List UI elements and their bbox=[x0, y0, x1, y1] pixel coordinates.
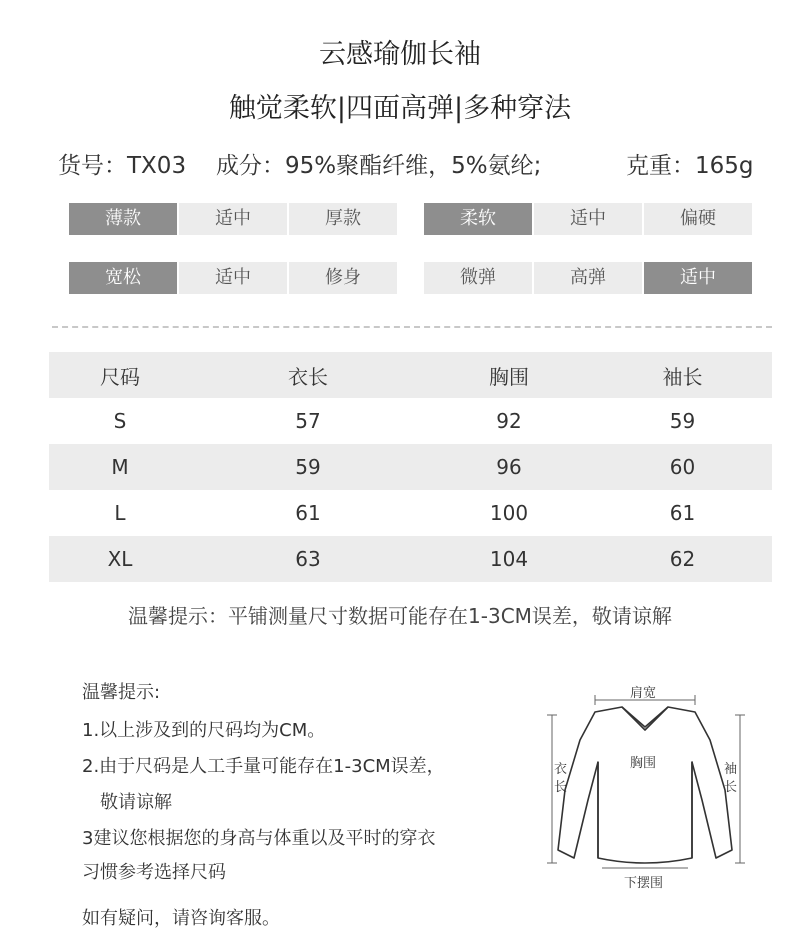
elasticity-scale bbox=[424, 262, 752, 294]
table-header-row bbox=[49, 352, 772, 398]
notes-heading: 温馨提示: bbox=[82, 682, 161, 703]
notes-line-3b: 习惯参考选择尺码 bbox=[82, 862, 226, 883]
label-chest: 胸围 bbox=[630, 756, 657, 771]
cell-sleeve: 61 bbox=[669, 501, 696, 525]
section-divider bbox=[52, 326, 772, 328]
table-row bbox=[49, 490, 772, 536]
softness-option: 柔软 bbox=[424, 203, 532, 235]
thickness-option: 适中 bbox=[179, 203, 287, 235]
cell-size: L bbox=[114, 501, 126, 525]
garment-diagram bbox=[540, 680, 750, 899]
header-length: 衣长 bbox=[288, 364, 328, 389]
thickness-option: 薄款 bbox=[69, 203, 177, 235]
cell-size: XL bbox=[107, 547, 133, 571]
header-size: 尺码 bbox=[100, 364, 140, 389]
notes-line-2b: 敬请谅解 bbox=[100, 792, 172, 813]
label-length-2: 长 bbox=[554, 780, 568, 795]
cell-size: M bbox=[111, 455, 129, 479]
cell-length: 61 bbox=[295, 501, 321, 525]
notes-line-2a: 2.由于尺码是人工手量可能存在1-3CM误差， bbox=[82, 756, 445, 777]
softness-scale bbox=[424, 203, 752, 235]
table-row bbox=[49, 444, 772, 490]
thickness-scale bbox=[69, 203, 397, 235]
cell-chest: 100 bbox=[489, 501, 529, 525]
label-sleeve-1: 袖 bbox=[724, 762, 738, 777]
header-chest: 胸围 bbox=[489, 364, 529, 389]
shirt-measurement-icon bbox=[540, 680, 750, 895]
fit-option: 适中 bbox=[179, 262, 287, 294]
table-row bbox=[49, 398, 772, 444]
product-code: 货号：TX03 bbox=[58, 153, 187, 179]
notes-line-1: 1.以上涉及到的尺码均为CM。 bbox=[82, 720, 326, 741]
product-title: 云感瑜伽长袖 bbox=[319, 39, 481, 70]
product-material: 成分：95%聚酯纤维，5%氨纶; bbox=[216, 153, 542, 179]
cell-length: 57 bbox=[295, 409, 321, 433]
softness-option: 偏硬 bbox=[644, 203, 752, 235]
notes-line-3a: 3建议您根据您的身高与体重以及平时的穿衣 bbox=[82, 828, 436, 849]
header-sleeve: 袖长 bbox=[662, 364, 703, 389]
cell-sleeve: 60 bbox=[669, 455, 696, 479]
cell-sleeve: 59 bbox=[669, 409, 696, 433]
cell-sleeve: 62 bbox=[669, 547, 696, 571]
elasticity-option: 高弹 bbox=[534, 262, 642, 294]
cell-length: 63 bbox=[295, 547, 321, 571]
softness-option: 适中 bbox=[534, 203, 642, 235]
label-shoulder: 肩宽 bbox=[630, 686, 657, 701]
cell-length: 59 bbox=[295, 455, 321, 479]
cell-size: S bbox=[113, 409, 127, 433]
thickness-option: 厚款 bbox=[289, 203, 397, 235]
notes-footer: 如有疑问，请咨询客服。 bbox=[82, 908, 280, 929]
fit-option: 修身 bbox=[289, 262, 397, 294]
product-weight: 克重：165g bbox=[626, 153, 754, 179]
cell-chest: 96 bbox=[496, 455, 522, 479]
label-sleeve-2: 长 bbox=[724, 780, 738, 795]
fit-option: 宽松 bbox=[69, 262, 177, 294]
label-length-1: 衣 bbox=[554, 762, 568, 777]
size-table bbox=[49, 352, 772, 582]
measurement-tip: 温馨提示：平铺测量尺寸数据可能存在1-3CM误差，敬请谅解 bbox=[128, 604, 672, 628]
cell-chest: 92 bbox=[496, 409, 522, 433]
product-subtitle: 触觉柔软|四面高弹|多种穿法 bbox=[228, 93, 572, 124]
cell-chest: 104 bbox=[489, 547, 529, 571]
fit-scale bbox=[69, 262, 397, 294]
elasticity-option: 适中 bbox=[644, 262, 752, 294]
label-hem: 下摆围 bbox=[624, 876, 664, 891]
table-row bbox=[49, 536, 772, 582]
elasticity-option: 微弹 bbox=[424, 262, 532, 294]
